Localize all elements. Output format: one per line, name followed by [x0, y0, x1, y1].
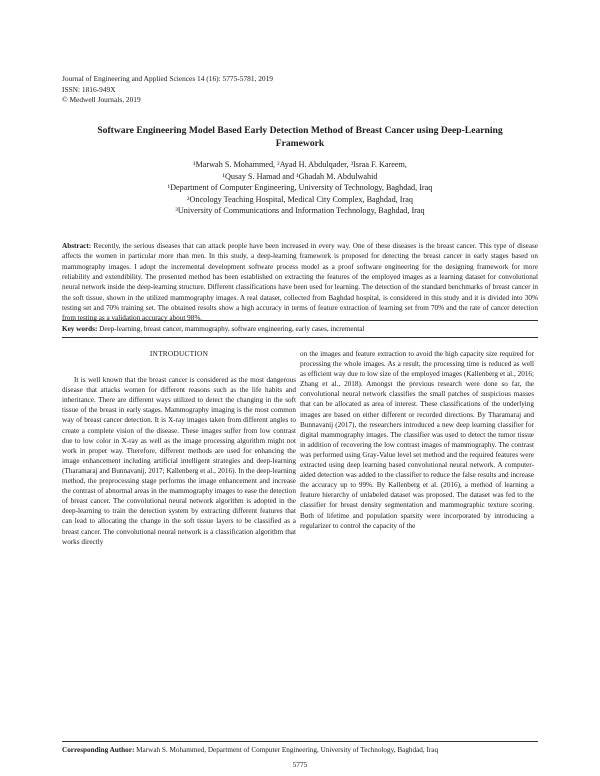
author-block: [90, 159, 510, 217]
abstract-label: Abstract:: [62, 242, 92, 250]
page-number: 5775: [292, 760, 308, 769]
corresponding-author: [62, 745, 538, 755]
keywords: [62, 324, 538, 334]
journal-header: [62, 74, 522, 106]
journal-copyright: © Medwell Journals, 2019: [62, 95, 141, 105]
divider: [62, 320, 538, 321]
body-paragraph: on the images and feature extraction to avoid the high capacity size required for processing the whole images. As a result, the processing time is reduced as well as efficient way due to low size of the employed images (Kallenberg et al., 2016; Zhang et al., 2018). Amongst the previous research were done so far, the convolutional neural network classifies the small patches of suspicious masses that can be allocated as area of interest. These classifications of the underlying images are based on either different or recorded directions. By Tharamaraj and Bunnavanij (2017), the researchers introduced a new deep learning classifier for digital mammography images. The classifier was used to detect the tumor tissue in addition of recovering the low contrast images of mammography. The contrast was performed using Gray-Value level set method and the required features were extracted using deep learning based convolutional neural network. A computer-aided detection was added to the classifier to reduce the false results and increase the accuracy up to 99%. By Kallenberg et al. (2016), a method of learning a feature hierarchy of unlabeled dataset was proposed. The dataset was fed to the classifier for breast density segmentation and mammographic texture scoring. Both of lifetime and population sparsity were incorporated by introducing a regularizer to control the capacity of the: [300, 350, 534, 530]
affiliation-line: ²Oncology Teaching Hospital, Medical City Complex, Baghdad, Iraq: [187, 194, 413, 204]
section-heading: INTRODUCTION: [149, 349, 209, 358]
journal-issn: ISSN: 1816-949X: [62, 84, 116, 94]
abstract: [62, 241, 538, 324]
keywords-text: Deep-learning, breast cancer, mammography, software engineering, early cases, incremental: [99, 325, 365, 333]
journal-citation: Journal of Engineering and Applied Sciences 14 (16): 5775-5781, 2019: [62, 74, 274, 83]
affiliation-line: ¹Department of Computer Engineering, University of Technology, Baghdad, Iraq: [167, 183, 433, 193]
abstract-text: Recently, the serious diseases that can attack people have been increased in every way. One of these diseases is the breast cancer. This type of disease affects the women in particular more than men. In this study, a deep-learning framework is proposed for detecting the breast cancer in early stages based on mammography images. I adopt the incremental development software process model as a proof software engineering for the designing framework for more reliability and extendibility. The presented method has been established on extracting the features of the employed images as a learning dataset for convolutional neural network inside the deep-learning structure. Different classifications have been used for learning. The detection of the standard benchmarks of breast cancer in the soft tissue, shown in the utilized mammography images. A real dataset, collected from Baghdad hospital, is considered in this study and it is divided into 30% testing set and 70% training set. The obtained results show a high accuracy in terms of feature extraction of learning set from 70% and the rate of cancer detection from testing as a validation accuracy about 98%.: [62, 242, 538, 323]
right-column: [300, 349, 534, 531]
affiliation-line: ³University of Communications and Information Technology, Baghdad, Iraq: [175, 206, 425, 216]
corresponding-author-label: Corresponding Author:: [62, 746, 135, 754]
divider: [62, 337, 538, 338]
corresponding-author-text: Marwah S. Mohammed, Department of Computer Engineering, University of Technology, Baghdad, Iraq: [136, 746, 439, 754]
left-column: [62, 349, 296, 547]
divider: [62, 741, 538, 742]
author-line: ¹Qusay S. Hamad and ¹Ghadah M. Abdulwahid: [222, 171, 378, 181]
paper-title: Software Engineering Model Based Early Detection Method of Breast Cancer using Deep-Learning Framework: [97, 125, 503, 149]
author-line: ¹Marwah S. Mohammed, ²Ayad H. Abdulqader, ³Israa F. Kareem,: [193, 160, 407, 169]
keywords-label: Key words:: [62, 325, 98, 333]
body-paragraph: It is well known that the breast cancer is considered as the most dangerous disease that attacks women for different reasons such as the life habits and inheritance. There are different ways utilized to detect the changing in the soft tissue of the breast in early stages. Mammography imaging is the most common way of breast cancer detection. It is X-ray images taken from different angles to create a complete vision of the disease. These images suffer from low contrast due to low color in X-ray as well as the image processing algorithm might not work in proper way. Therefore, different methods are used for enhancing the image enhancement including artificial intelligent strategies and deep-learning (Tharamaraj and Bunnavanij, 2017; Kallenberg et al., 2016). In the deep-learning method, the preprocessing stage performs the image enhancement and increase the contrast of abnormal areas in the mammography images to ease the detection of breast cancer. The convolutional neural network algorithm is adopted in the deep-learning to train the detection system by extracting different features that can lead to allocating the change in the soft tissue layers to be classified as a breast cancer. The convolutional neural network is a classification algorithm that works directly: [62, 376, 296, 546]
